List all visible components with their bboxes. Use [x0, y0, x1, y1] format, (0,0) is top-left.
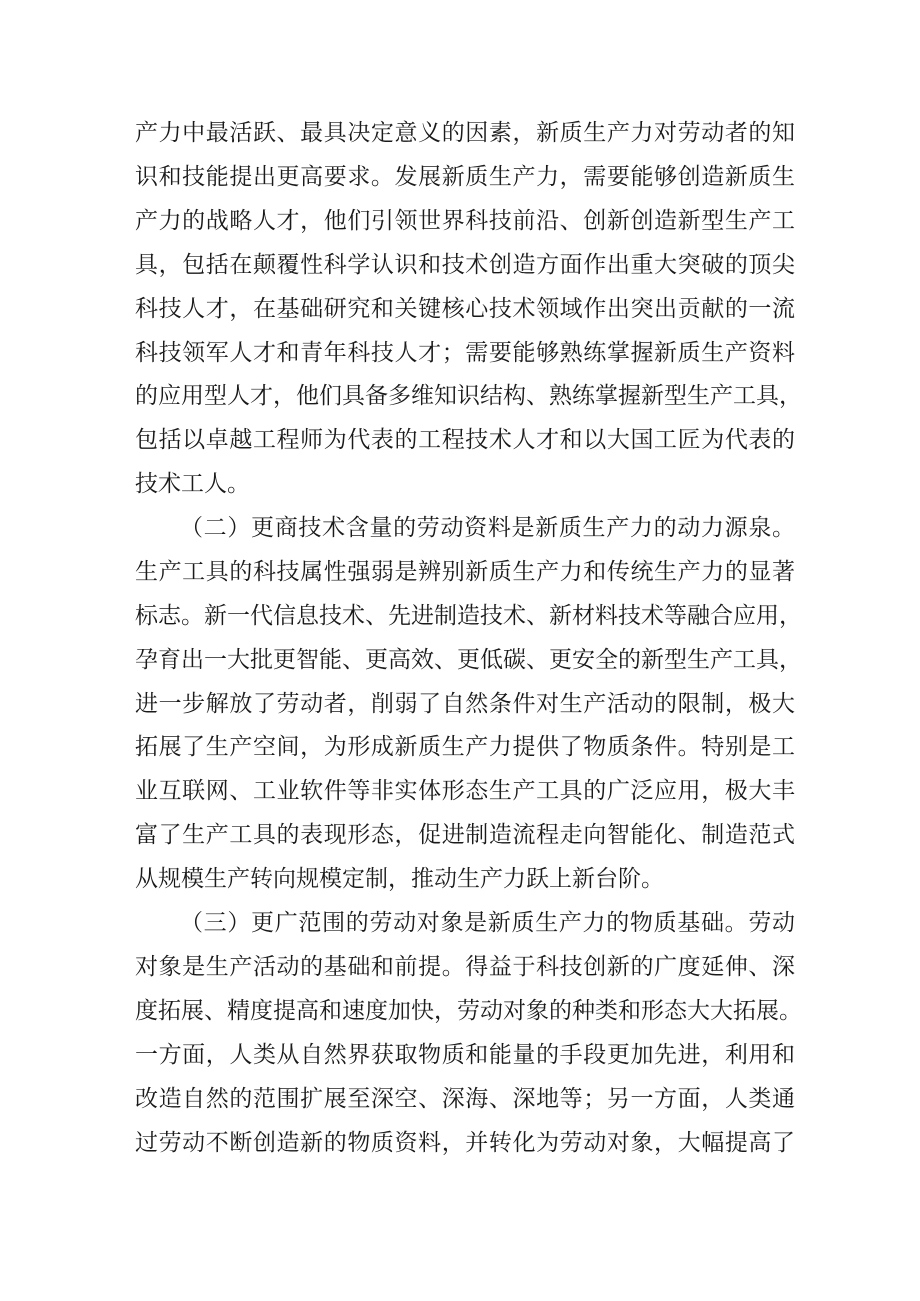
text-line: 过劳动不断创造新的物质资料，并转化为劳动对象，大幅提高了 — [135, 1130, 795, 1156]
text-line: 业互联网、工业软件等非实体形态生产工具的广泛应用，极大丰 — [135, 778, 795, 804]
text-line: 改造自然的范围扩展至深空、深海、深地等；另一方面，人类通 — [135, 1086, 795, 1112]
text-line: 科技人才，在基础研究和关键核心技术领域作出突出贡献的一流 — [135, 296, 795, 322]
text-line: 识和技能提出更高要求。发展新质生产力，需要能够创造新质生 — [135, 164, 795, 190]
text-line: 包括以卓越工程师为代表的工程技术人才和以大国工匠为代表的 — [135, 427, 795, 453]
text-line: 拓展了生产空间，为形成新质生产力提供了物质条件。特别是工 — [135, 734, 795, 760]
text-line: 度拓展、精度提高和速度加快，劳动对象的种类和形态大大拓展。 — [135, 998, 802, 1024]
text-line: 进一步解放了劳动者，削弱了自然条件对生产活动的限制，极大 — [135, 691, 795, 717]
text-line: 一方面，人类从自然界获取物质和能量的手段更加先进，利用和 — [135, 1042, 795, 1068]
text-line: 技术工人。 — [135, 471, 250, 497]
text-line: 富了生产工具的表现形态，促进制造流程走向智能化、制造范式 — [135, 822, 795, 848]
text-line: 对象是生产活动的基础和前提。得益于科技创新的广度延伸、深 — [135, 954, 795, 980]
text-line: 产力中最活跃、最具决定意义的因素，新质生产力对劳动者的知 — [135, 120, 795, 146]
text-line: 从规模生产转向规模定制，推动生产力跃上新台阶。 — [135, 866, 664, 892]
text-line: 科技领军人才和青年科技人才；需要能够熟练掌握新质生产资料 — [135, 340, 795, 366]
text-line: 标志。新一代信息技术、先进制造技术、新材料技术等融合应用， — [135, 603, 802, 629]
text-line: 生产工具的科技属性强弱是辨别新质生产力和传统生产力的显著 — [135, 559, 795, 585]
section-heading-2: （二）更商技术含量的劳动资料是新质生产力的动力源泉。 — [180, 515, 795, 541]
text-line: 产力的战略人才，他们引领世界科技前沿、创新创造新型生产工 — [135, 208, 795, 234]
text-line: 孕育出一大批更智能、更高效、更低碳、更安全的新型生产工具， — [135, 647, 802, 673]
text-line: 的应用型人才，他们具备多维知识结构、熟练掌握新型生产工具， — [135, 383, 802, 409]
section-heading-3: （三）更广范围的劳动对象是新质生产力的物质基础。劳动 — [180, 910, 795, 936]
text-line: 具，包括在颠覆性科学认识和技术创造方面作出重大突破的顶尖 — [135, 252, 795, 278]
